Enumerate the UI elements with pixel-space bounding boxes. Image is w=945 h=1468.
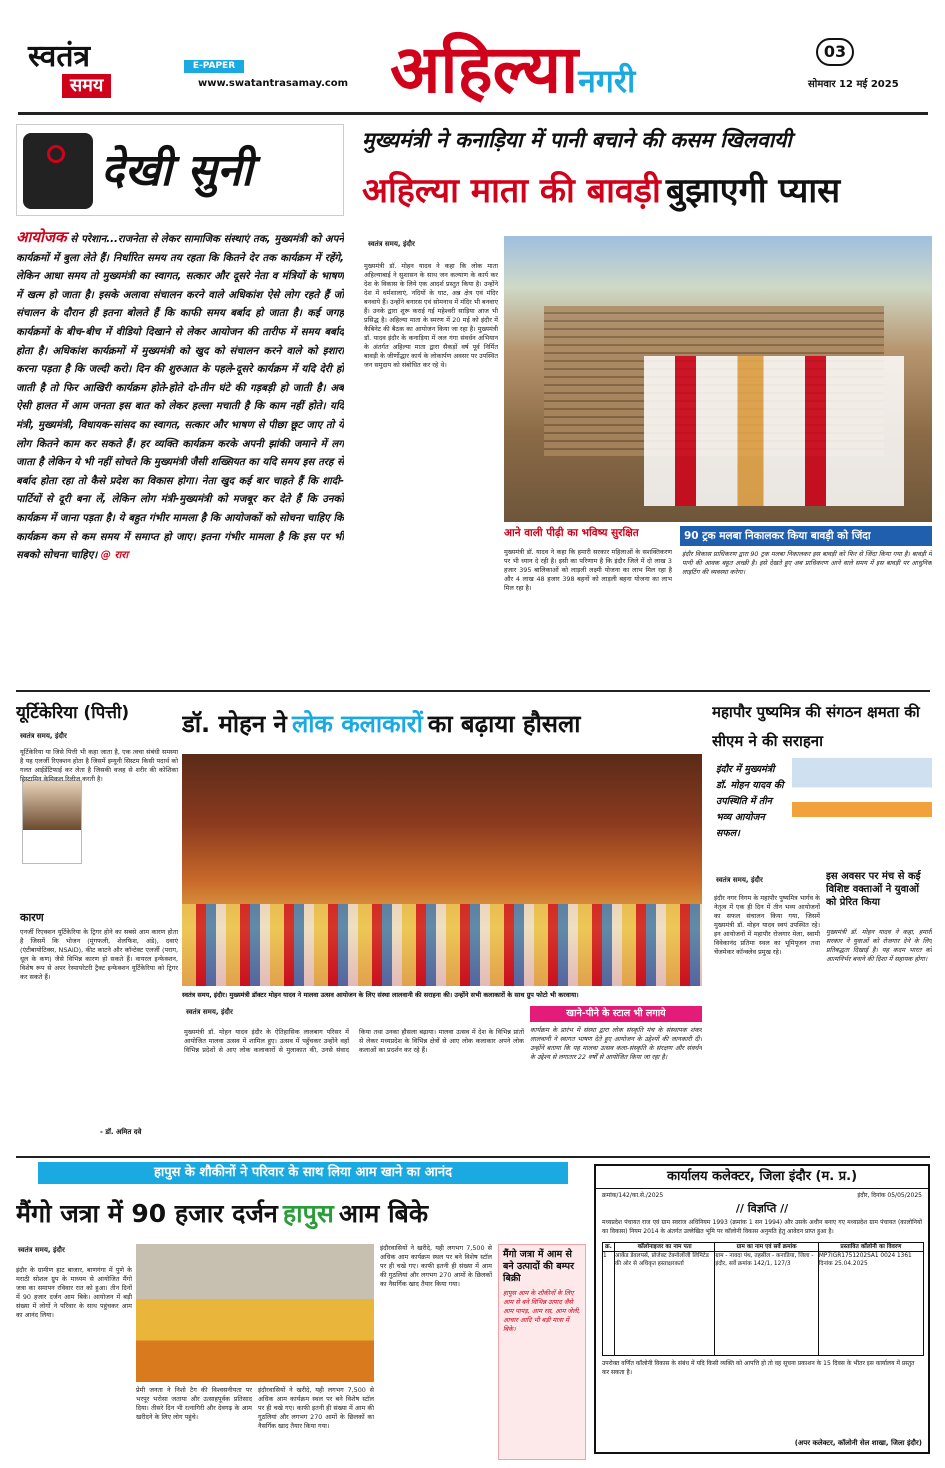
mayor-headline: महापौर पुष्यमित्र की संगठन क्षमता की सीएम ने की सराहना bbox=[712, 703, 920, 750]
notice-office: कार्यालय कलेक्टर, जिला इंदौर (म. प्र.) bbox=[596, 1166, 928, 1189]
lead-sub1-body: मुख्यमंत्री डॉ. यादव ने कहा कि हमारी सरकार महिलाओं के सशक्तिकरण पर भी ध्यान दे रही है। इसी का परिणाम है कि इंदौर जिले में दो लाख 3 हजार 395 बालिकाओं को लाड़ली लक्ष्मी योजना का लाभ मिल रहा है और 4 लाख 48 हजार 398 बहनों को लाड़ली बहना योजना का लाभ मिल रहा है। bbox=[504, 548, 672, 592]
mayor-photo-caption: इंदौर में मुख्यमंत्री डॉ. मोहन यादव की उपस्थिति में तीन भव्य आयोजन सफल। bbox=[716, 764, 784, 839]
column-logo-text: देखी सुनी bbox=[101, 145, 253, 196]
lead-headline-b: बुझाएगी प्यास bbox=[665, 171, 841, 211]
mango-body: इंदौर के ग्रामीण हाट बाजार, बाणगंगा में पुणे के मराठी सोशल ग्रुप के माध्यम से आयोजित मैंगो जत्रा का समापन रविवार रात को हुआ। तीन दिनों में 90 हजार दर्जन आम बिके। आयोजन में बड़ी संख्या में लोगों ने परिवार के साथ पहुंचकर आम का आनंद लिया। bbox=[16, 1266, 132, 1319]
section-rule-2 bbox=[16, 1156, 930, 1158]
collector-notice bbox=[594, 1164, 930, 1454]
brand-logo bbox=[28, 40, 146, 106]
lead-sub1: आने वाली पीढ़ी का भविष्य सुरक्षित bbox=[504, 527, 639, 539]
section-rule-1 bbox=[16, 690, 930, 692]
health-causes: एनर्जी रिएक्शन यूर्टिकेरिया के ट्रिगर होने का सबसे आम कारण होता है जिसमें कि भोजन (मूंगफली, शेलफिश, अंडे), दवाएं (एंटीबायोटिक्स, NSAID), कीट काटने और कॉन्टेक्ट एलर्जी (पराग, धूल के कण) जैसे विभिन्न कारण हो सकते हैं। वायरल इन्फेक्शन, विशेष रूप से अपर रेस्पायरेटरी ट्रैक्ट इन्फेक्शन यूर्टिकेरिया को ट्रिगर कर सकते हैं। bbox=[20, 928, 178, 981]
mango-headline-a: मैंगो जत्रा में 90 हजार दर्जन bbox=[16, 1199, 278, 1228]
lead-kicker: मुख्यमंत्री ने कनाड़िया में पानी बचाने की कसम खिलवायी bbox=[362, 128, 792, 152]
mayor-byline: स्वतंत्र समय, इंदौर bbox=[716, 876, 763, 884]
mango-body-3: इंदौरवासियों ने खरीदे, यही लगभग 7,500 से अधिक आम कार्यक्रम स्थल पर बने विशेष स्टॉल पर ही चखे गए। काफी इतनी ही संख्या में आम की गुठलियां और लगभग 270 आमों के छिलकों का नैसर्गिक खाद तैयार किया गया। bbox=[258, 1386, 374, 1430]
mango-headline-c: आम बिके bbox=[338, 1199, 429, 1228]
mango-body-2: प्रेमी जनता ने निशो टैग की विश्वसनीयता पर भरपूर भरोसा जताया और उत्साहपूर्वक प्रतिसाद दिया। तीसरे दिन भी रत्नागिरी और देवगढ़ के आम खरीदने के लिए लोग पहुंचे। bbox=[136, 1386, 252, 1421]
center-headline-a: डॉ. मोहन ने bbox=[182, 710, 287, 738]
health-byline: स्वतंत्र समय, इंदौर bbox=[20, 732, 67, 740]
column-body bbox=[16, 228, 344, 678]
health-author: - डॉ. अमित दवे bbox=[100, 1128, 142, 1136]
mango-box-body: हापुस आम के शौकीनों के लिए आम से बने विभिन्न उत्पाद जैसे आम पापड़, आम रस, आम जेली, आचार आदि भी बड़ी मात्रा में बिके। bbox=[503, 1289, 581, 1333]
issue-date: सोमवार 12 मई 2025 bbox=[808, 79, 899, 90]
epaper-badge: E-PAPER bbox=[184, 60, 244, 73]
lead-body: मुख्यमंत्री डॉ. मोहन यादव ने कहा कि लोक माता अहिल्याबाई ने सुशासन के साथ जन कल्याण के कार्य कर देश के विकास के लिये एक आदर्श प्रस्तुत किया है। उन्होंने देश में धर्मशालाएं, नदियों के घाट, अन्न क्षेत्र एवं मंदिर बनवाये हैं। उन्होंने बनारस एवं सोमनाथ में मंदिर भी बनवाए हैं। उनके द्वारा शुरू कराई गई महेश्वरी साड़िया आज भी प्रसिद्ध है। अहिल्या माता के स्मरण में 20 मई को इंदौर में कैबिनेट की बैठक का आयोजन किया जा रहा है। मुख्यमंत्री डॉ. यादव इंदौर के कनाड़िया में जल गंगा संवर्धन अभियान के अंतर्गत अहिल्या माता द्वारा सैकड़ों वर्ष पूर्व निर्मित बावड़ी के जीर्णोद्धार कार्य के लोकार्पण अवसर पर उपस्थित जन समुदाय को संबोधित कर रहे थे। bbox=[364, 262, 498, 369]
notice-sign: (अपर कलेक्टर, कॉलोनी सेल शाखा, जिला इंदौर) bbox=[794, 1439, 922, 1447]
mayor-photo bbox=[792, 758, 932, 856]
lead-sub2-body: इंदौर विकास प्राधिकरण द्वारा 90 ट्रक मलबा निकालकर इस बावड़ी को फिर से जिंदा किया गया है। बावड़ी में पानी की आवक बहुत अच्छी है। इसे देखते हुए अब प्राधिकरण आने वाले समय में इस बावड़ी पर आधुनिक लाइटिंग की व्यवस्था करेगा। bbox=[682, 550, 932, 576]
mango-kicker: हापुस के शौकीनों ने परिवार के साथ लिया आम खाने का आनंद bbox=[38, 1162, 568, 1184]
center-byline: स्वतंत्र समय, इंदौर bbox=[186, 1008, 233, 1016]
artists-photo bbox=[182, 754, 702, 986]
column-logo bbox=[16, 124, 344, 216]
lead-sub2: 90 ट्रक मलबा निकालकर किया बावड़ी को जिंदा bbox=[680, 526, 932, 546]
artists-caption: स्वतंत्र समय, इंदौर। मुख्यमंत्री डॉक्टर मोहन यादव ने मालवा उत्सव आयोजन के लिए संस्था लालवानी की सराहना की। उन्होंने सभी कलाकारों के साथ ग्रुप फोटो भी करवाया। bbox=[182, 991, 579, 999]
stepwell-photo bbox=[504, 236, 932, 522]
notice-ref-left: क्रमांक/142/का.से./2025 bbox=[602, 1192, 664, 1199]
mango-headline-b: हापुस bbox=[282, 1199, 334, 1228]
center-sub-body: कार्यक्रम के प्रारंभ में संस्था द्वारा लोक संस्कृति मंच के संस्थापक शंकर लालवानी ने स्वागत भाषण देते हुए आयोजन के उद्देश्यों की जानकारी दी। उन्होंने बताया कि यह मालवा उत्सव कला-संस्कृति के संरक्षण और संवर्धन के उद्देश्य से लगातार 22 वर्षों से आयोजित किया जा रहा है। bbox=[530, 1026, 702, 1061]
health-section: कारण bbox=[20, 911, 44, 924]
notice-footer: उपरोक्त वर्णित कॉलोनी विकास के संबंध में यदि किसी व्यक्ति को आपत्ति हो तो वह सूचना प्रकाशन के 15 दिवस के भीतर इस कार्यालय में प्रस्तुत कर सकता है। bbox=[602, 1360, 915, 1376]
section-title-sub: नगरी bbox=[578, 62, 636, 100]
masthead-rule bbox=[18, 112, 928, 115]
section-title bbox=[390, 30, 635, 110]
center-headline bbox=[182, 700, 702, 748]
notice-title: // विज्ञप्ति // bbox=[735, 1202, 789, 1215]
center-sub: खाने-पीने के स्टाल भी लगाये bbox=[530, 1006, 702, 1022]
mayor-body: इंदौर नगर निगम के महापौर पुष्यमित्र भार्गव के नेतृत्व में एक ही दिन में तीन भव्य आयोजनों का सफल संचालन किया गया, जिसमें मुख्यमंत्री डॉ. मोहन यादव स्वयं उपस्थित रहे। इन आयोजनों में महापौर रोजगार मेला, स्वामी विवेकानंद प्रतिमा स्थल का भूमिपूजन तथा चेंजमेकर कॉन्क्लेव प्रमुख रहे। bbox=[714, 894, 820, 956]
lead-headline bbox=[362, 160, 932, 222]
mayor-sub-body: मुख्यमंत्री डॉ. मोहन यादव ने कहा, हमारी सरकार ने युवाओं को रोजगार देने के लिए प्रतिबद्धता दिखाई है। यह कदम भारत को आत्मनिर्भर बनाने की दिशा में सहायक होगा। bbox=[826, 928, 932, 963]
notice-th-1: कॉलोनाइजर का नाम पता bbox=[615, 1243, 715, 1252]
section-title-main: अहिल्या bbox=[390, 31, 579, 108]
notice-td-0: 1 bbox=[603, 1252, 615, 1356]
page-number: 03 bbox=[816, 38, 854, 66]
notice-table bbox=[602, 1242, 924, 1356]
notice-ref-right: इंदौर, दिनांक 05/05/2025 bbox=[857, 1192, 922, 1199]
brand-bottom: समय bbox=[62, 74, 111, 98]
mayor-sub: इस अवसर पर मंच से कई विशिष्ट वक्ताओं ने युवाओं को प्रेरित किया bbox=[826, 871, 921, 908]
notice-body: मध्यप्रदेश पंचायत राज एवं ग्राम स्वराज अधिनियम 1993 (क्रमांक 1 सन 1994) और उसके अधीन बनाए गए मध्यप्रदेश ग्राम पंचायत (कालोनियों का विकास) नियम 2014 के अंतर्गत उल्लेखित भूमि पर कॉलोनी विकास अनुमति हेतु आवेदन प्राप्त हुआ है। bbox=[602, 1219, 922, 1235]
mango-photo bbox=[136, 1244, 374, 1382]
lead-byline: स्वतंत्र समय, इंदौर bbox=[368, 240, 415, 248]
column-lead-word: आयोजक bbox=[16, 228, 67, 246]
notice-th-0: क्र. bbox=[603, 1243, 615, 1252]
notice-td-2: ग्राम - नावदा पंथ, तहसील - कनाडिया, जिला - इंदौर, सर्वे क्रमांक 142/1, 127/3 bbox=[715, 1252, 819, 1356]
center-headline-c: का बढ़ाया हौसला bbox=[427, 710, 581, 738]
notice-th-2: ग्राम का नाम एवं सर्वे क्रमांक bbox=[715, 1243, 819, 1252]
center-body: मुख्यमंत्री डॉ. मोहन यादव इंदौर के ऐतिहासिक लालबाग परिसर में आयोजित मालवा उत्सव में शामिल हुए। उत्सव में पहुँचकर उन्होंने वहाँ विभिन्न प्रदेशों से आए लोक कलाकारों से मुलाकात की, उनसे संवाद किया तथा उनका हौसला बढ़ाया। मालवा उत्सव में देश के विभिन्न प्रांतों से लेकर मध्यप्रदेश के विभिन्न क्षेत्रों से आए लोक कलाकार अपने लोक कलाओं का प्रदर्शन कर रहे हैं। bbox=[184, 1028, 524, 1054]
notice-td-3: MP7IGR1751202SA1 0024 1361 दिनांक 25.04.2025 bbox=[818, 1252, 923, 1356]
notice-td-1: आर्केड डेवलपर्स, प्रोजेक्ट टेक्नोलॉजी लिमिटेड की ओर से अधिकृत हस्ताक्षरकर्ता bbox=[615, 1252, 715, 1356]
column-signature: @ रारा bbox=[100, 550, 129, 562]
lead-headline-a: अहिल्या माता की बावड़ी bbox=[362, 171, 661, 211]
health-intro: यूर्टिकेरिया या जिसे पित्ती भी कहा जाता है, एक त्वचा संबंधी समस्या है यह एलर्जी रिएक्शन होता है जिसमें इम्यूनी सिस्टम किसी पदार्थ को गलत आईडेंटिफाई कर लेता है जिसकी वजह से शरीर की कोशिका हिस्टामिन केमिकल रिलीज करती है। bbox=[20, 748, 178, 783]
mango-box-title: मैंगो जत्रा में आम से बने उत्पादों की बम्पर बिक्री bbox=[503, 1249, 574, 1284]
center-headline-b: लोक कलाकारों bbox=[291, 710, 423, 738]
website-link[interactable]: www.swatantrasamay.com bbox=[198, 78, 349, 89]
notice-th-3: प्रस्तावित कॉलोनी का विवरण bbox=[818, 1243, 923, 1252]
brand-top: स्वतंत्र bbox=[28, 39, 91, 74]
column-text: से परेशान...राजनेता से लेकर सामाजिक संस्थाएं तक, मुख्यमंत्री को अपने कार्यक्रमों में बुला लेते हैं। निर्धारित समय तय रहता कि कितने देर तक कार्यक्रम में रहेंगे, लेकिन आधा समय तो मुख्यमंत्री का स्वागत, सत्कार और दूसरे नेता व मंत्रियों के भाषण में खत्म हो जाता है। इसके अलावा संचालन करने वाले अधिकांश ऐसे लोग रहते हैं जो संचालन के दौरान ही इतना बोलते हैं कि काफी समय बर्बाद हो जाता है। कई जगह कार्यक्रमों के बीच-बीच में वीडियो दिखाने से लेकर आयोजन की तारीफ में समय बर्बाद होता है। अधिकांश कार्यक्रमों में मुख्यमंत्री को खुद को संचालन करने वाले को इशारा करना पड़ता है कि जल्दी करो। दिन की शुरुआत के पहले-दूसरे कार्यक्रम में यदि देरी हो जाती है तो फिर आखिरी कार्यक्रम होते-होते दो-तीन घंटे की गड़बड़ी हो जाती है। अब ऐसी हालत में आम जनता इस बात को लेकर हल्ला मचाती है कि काम नहीं होते। यदि मंत्री, मुख्यमंत्री, विधायक-सांसद का स्वागत, सत्कार और भाषण से पीछा छूट जाए तो ये लोग कितने काम कर सकते हैं। हर व्यक्ति कार्यक्रम करके अपनी झांकी जमाने में लग जाता है लेकिन ये भी नहीं सोचते कि मुख्यमंत्री जैसी शख्सियत का यदि समय इस तरह से बर्बाद होता रहा तो कैसे प्रदेश का विकास होगा। नेता खुद कई बार चाहते हैं कि शादी-पार्टियों से दूरी बना लें, लेकिन लोग मंत्री-मुख्यमंत्री को मजबूर कर देते हैं कि उनको कार्यक्रम में जाना पड़ता है। ये बहुत गंभीर मामला है कि आयोजकों को सोचना चाहिए कि कार्यक्रम कम से कम समय में समाप्त हो जाए। इतना गंभीर मामला है कि इस पर भी सबको सोचना चाहिए। bbox=[16, 234, 344, 562]
mango-body-4: इंदौरवासियों ने खरीदे, यही लगभग 7,500 से अधिक आम कार्यक्रम स्थल पर बने विशेष स्टॉल पर ही चखे गए। काफी इतनी ही संख्या में आम की गुठलियां और लगभग 270 आमों के छिलकों का नैसर्गिक खाद तैयार किया गया। bbox=[380, 1244, 492, 1288]
mango-headline bbox=[16, 1190, 586, 1238]
mango-box bbox=[498, 1244, 586, 1460]
mango-byline: स्वतंत्र समय, इंदौर bbox=[18, 1246, 65, 1254]
health-title: यूर्टिकेरिया (पित्ती) bbox=[16, 703, 130, 723]
magnifier-icon bbox=[47, 145, 65, 163]
